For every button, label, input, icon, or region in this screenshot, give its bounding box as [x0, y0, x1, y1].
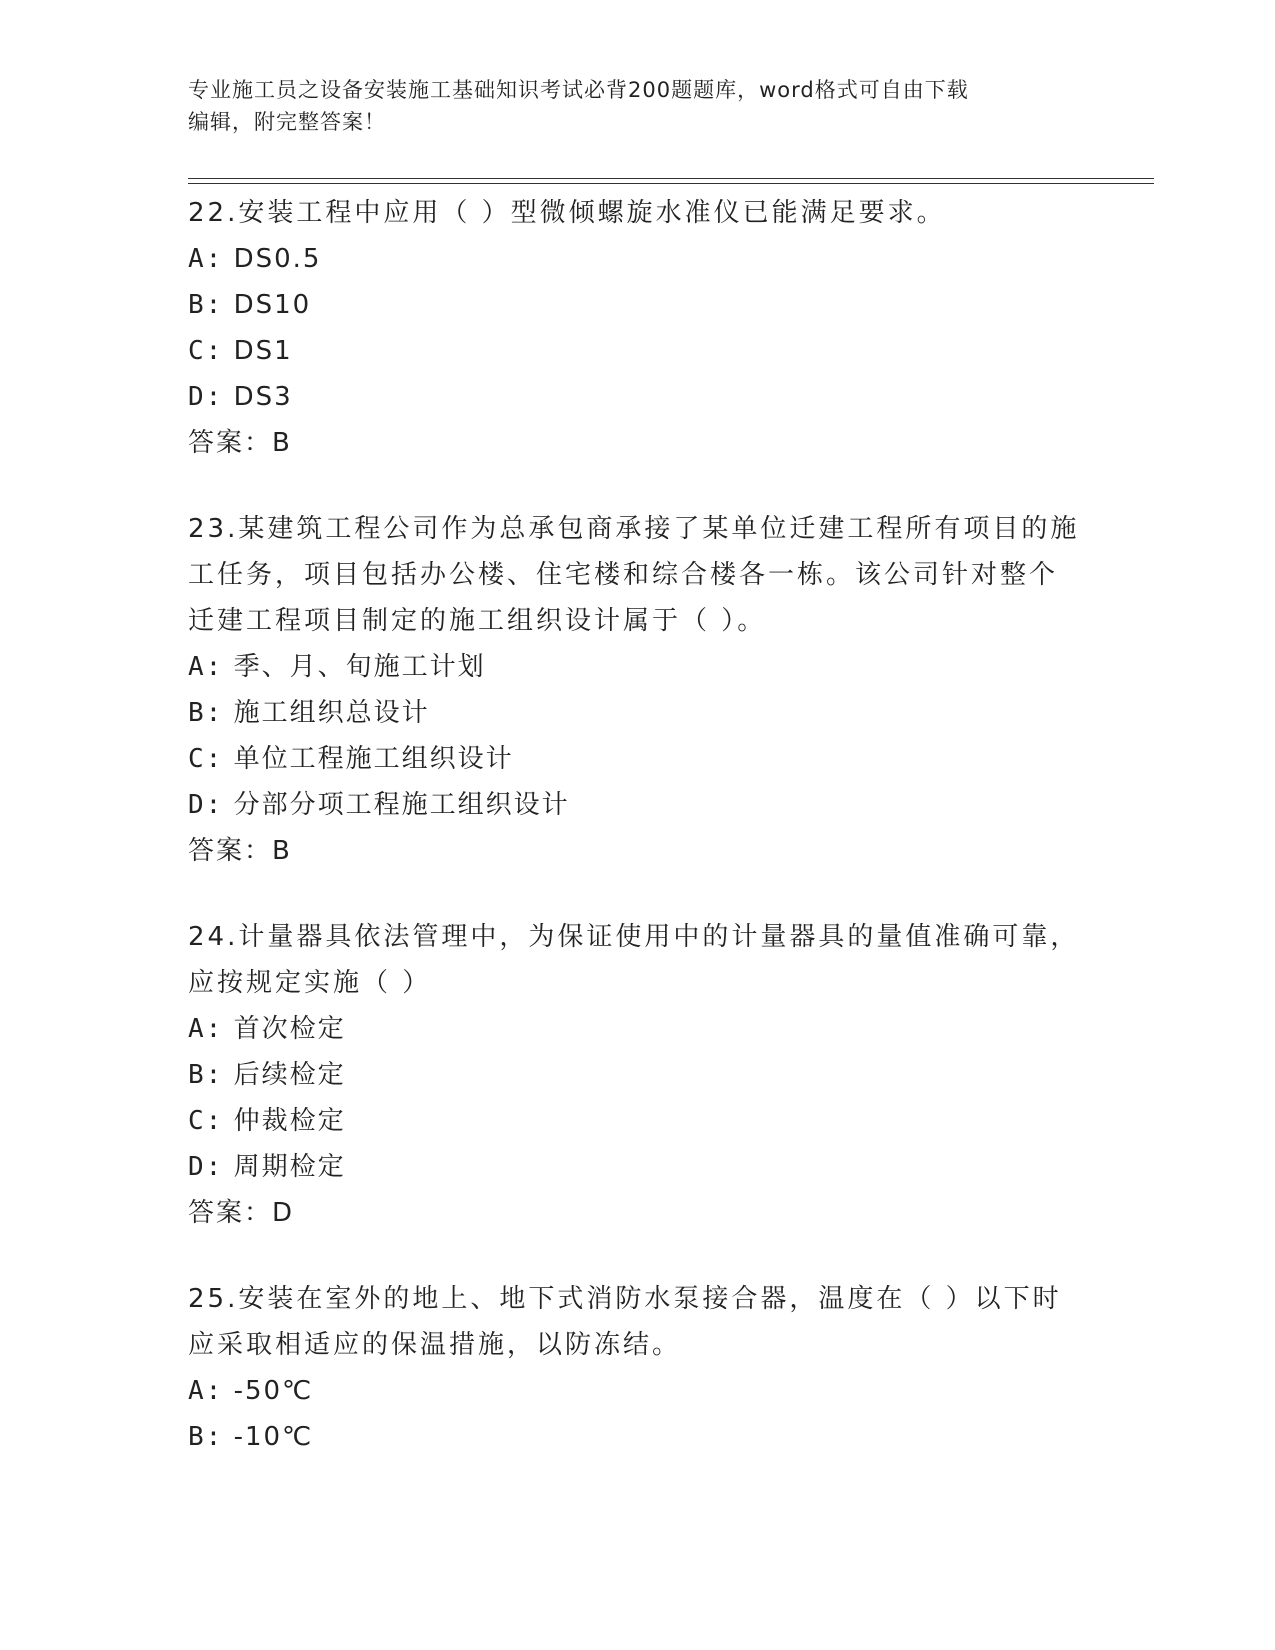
question-stem-line: 22.安装工程中应用（ ）型微倾螺旋水准仪已能满足要求。: [188, 198, 946, 228]
question-24: [188, 914, 1088, 1236]
option-a: A: -50℃: [188, 1376, 314, 1406]
document-header: [188, 74, 1088, 138]
option-c: C: 单位工程施工组织设计: [188, 744, 514, 774]
option-d: D: DS3: [188, 382, 293, 412]
question-stem-line: 迁建工程项目制定的施工组织设计属于（ ）。: [188, 606, 767, 636]
question-22: [188, 190, 1088, 466]
question-stem-line: 25.安装在室外的地上、地下式消防水泵接合器，温度在（ ）以下时: [188, 1284, 1062, 1314]
option-d: D: 分部分项工程施工组织设计: [188, 790, 570, 820]
option-b: B: 后续检定: [188, 1060, 346, 1090]
answer-line: 答案：B: [188, 428, 292, 458]
header-line-2: 编辑，附完整答案！: [188, 110, 386, 134]
option-c: C: 仲裁检定: [188, 1106, 346, 1136]
question-stem-line: 24.计量器具依法管理中，为保证使用中的计量器具的量值准确可靠，: [188, 922, 1080, 952]
answer-line: 答案：B: [188, 836, 292, 866]
header-divider-bottom: [188, 183, 1154, 184]
question-stem-line: 应按规定实施（ ）: [188, 968, 432, 998]
question-stem-line: 应采取相适应的保温措施，以防冻结。: [188, 1330, 682, 1360]
answer-line: 答案：D: [188, 1198, 295, 1228]
option-a: A: 首次检定: [188, 1014, 346, 1044]
option-b: B: -10℃: [188, 1422, 314, 1452]
option-b: B: DS10: [188, 290, 312, 320]
question-stem-line: 工任务，项目包括办公楼、住宅楼和综合楼各一栋。该公司针对整个: [188, 560, 1059, 590]
option-a: A: DS0.5: [188, 244, 322, 274]
option-a: A: 季、月、旬施工计划: [188, 652, 486, 682]
header-divider-top: [188, 178, 1154, 179]
option-c: C: DS1: [188, 336, 293, 366]
question-25: [188, 1276, 1088, 1460]
header-line-1: 专业施工员之设备安装施工基础知识考试必背200题题库，word格式可自由下载: [188, 78, 969, 102]
question-stem-line: 23.某建筑工程公司作为总承包商承接了某单位迁建工程所有项目的施: [188, 514, 1080, 544]
question-23: [188, 506, 1088, 874]
question-list: [188, 190, 1088, 1500]
option-d: D: 周期检定: [188, 1152, 346, 1182]
option-b: B: 施工组织总设计: [188, 698, 430, 728]
